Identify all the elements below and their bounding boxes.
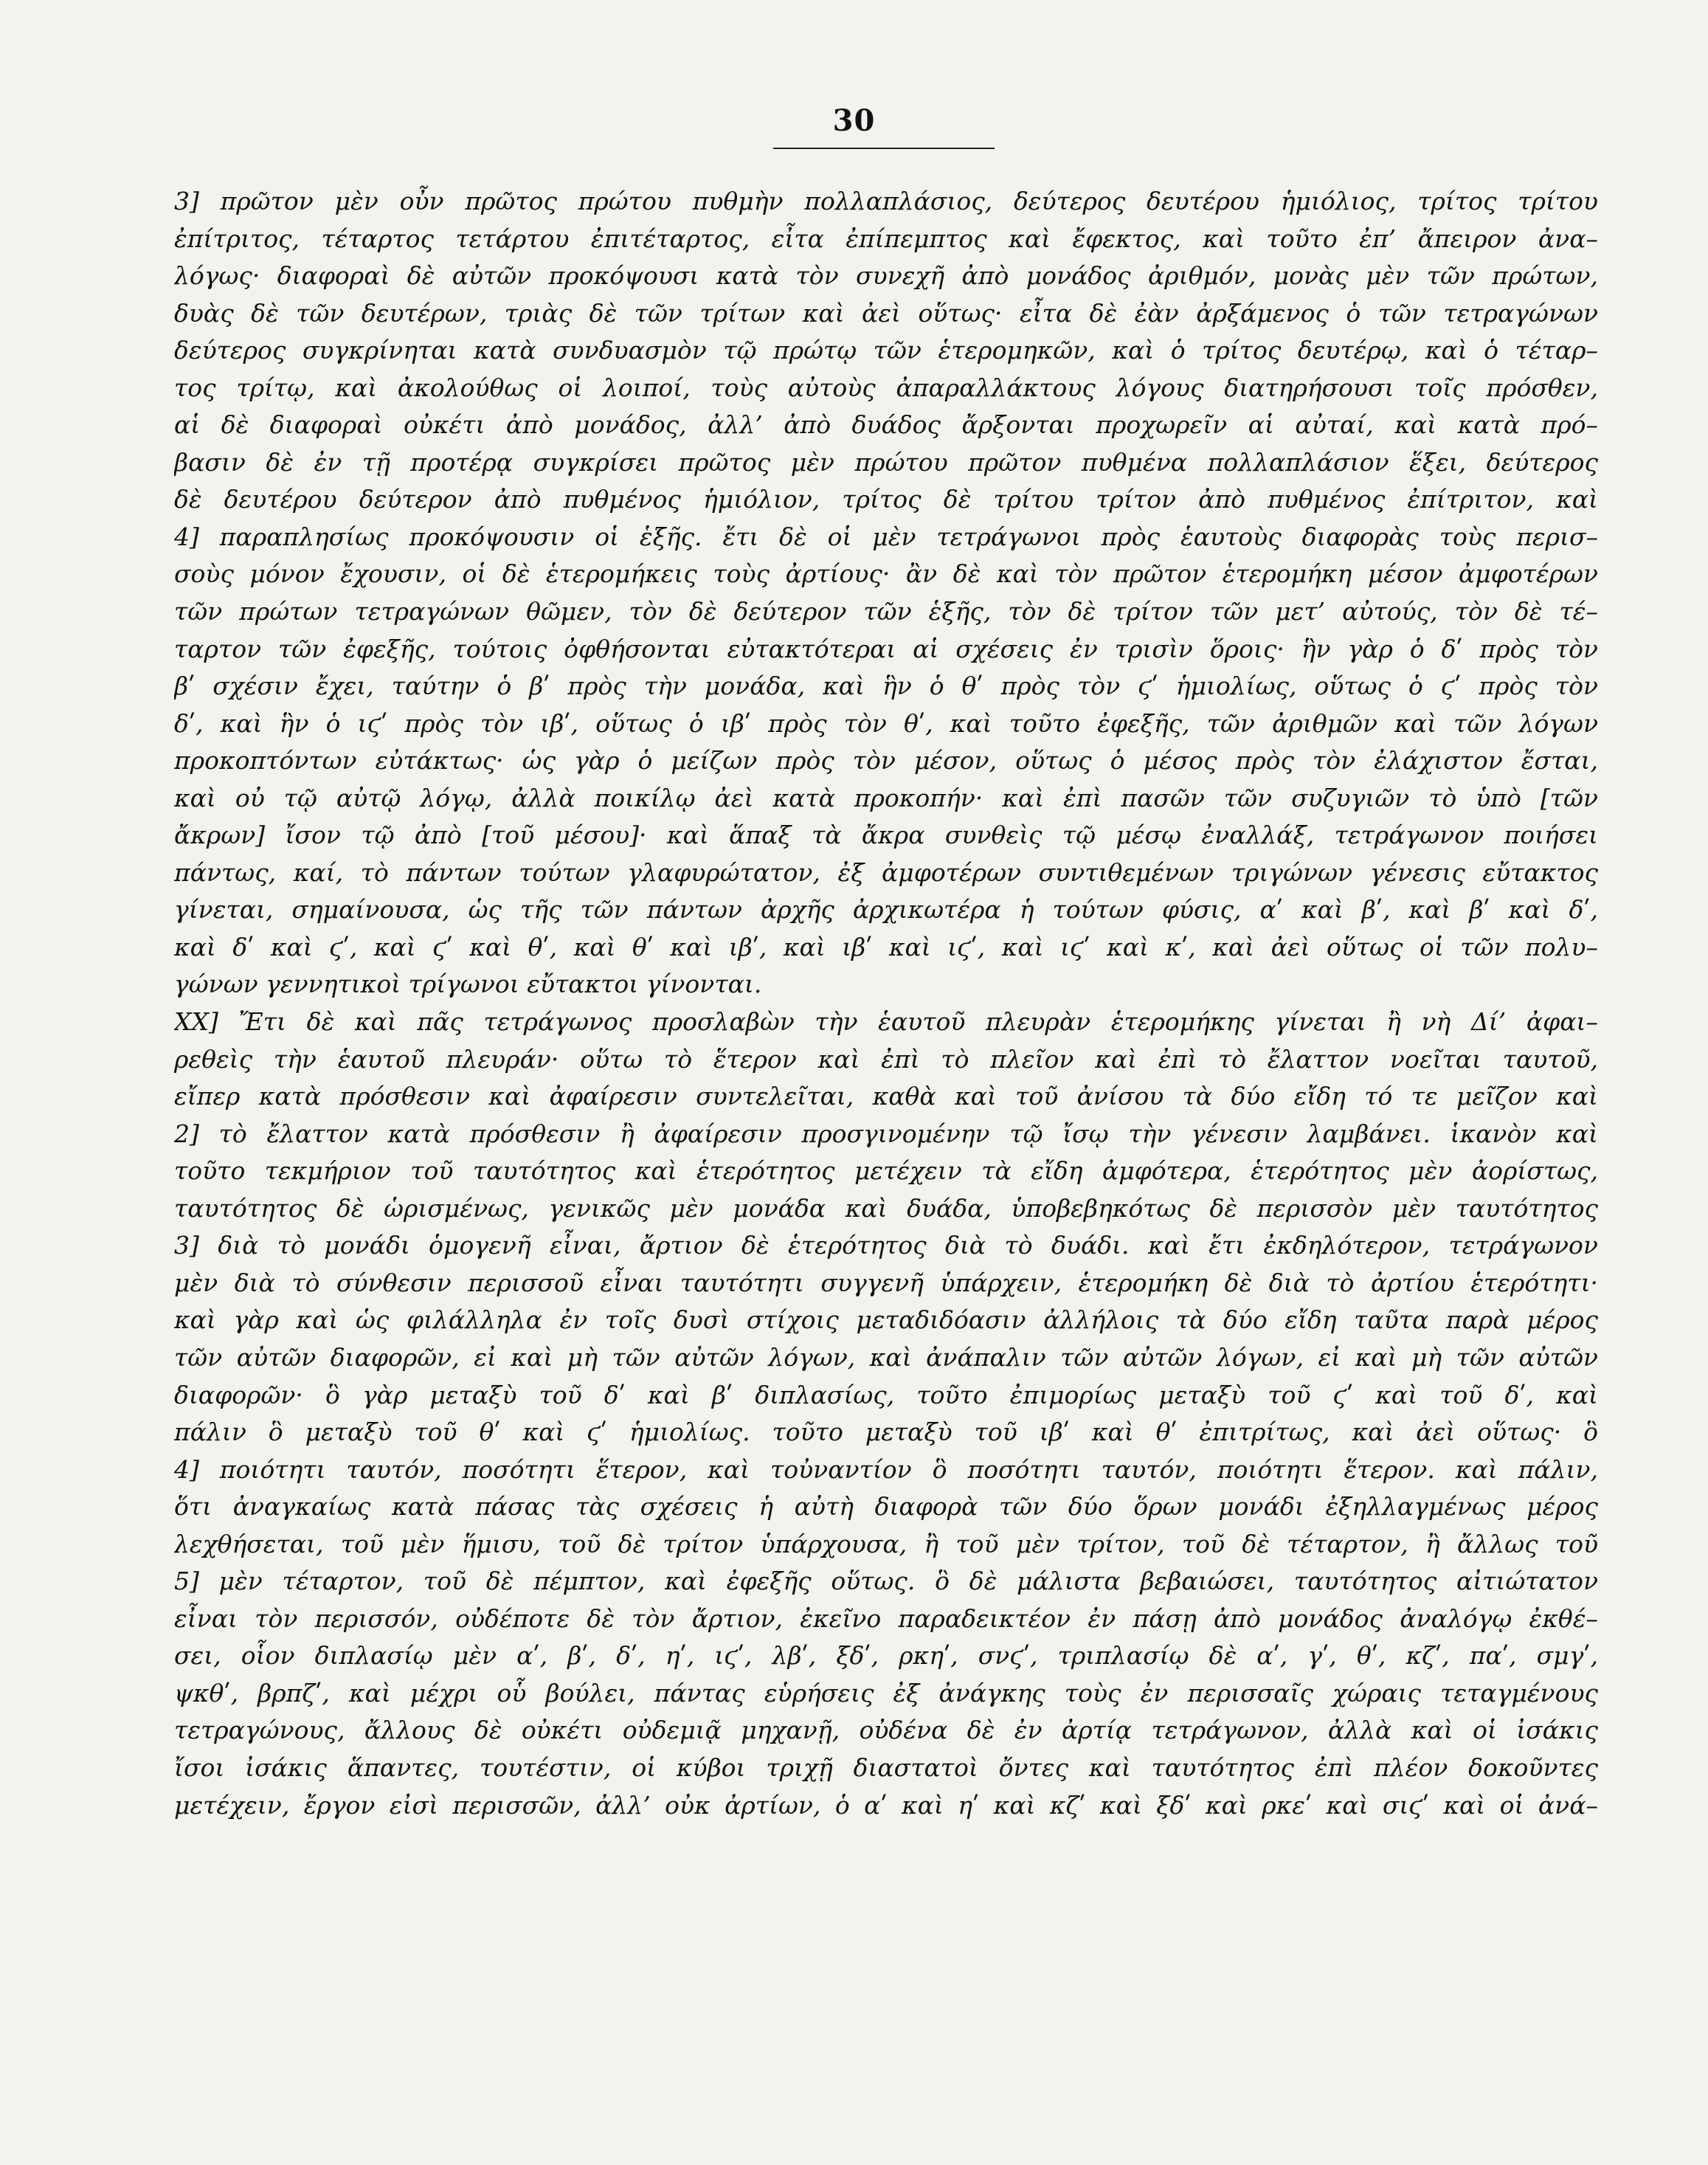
- text-line: τος τρίτῳ, καὶ ἀκολούθως οἱ λοιποί, τοὺς αὐτοὺς ἀπαραλλάκτους λόγους διατηρήσουσι τοῖς πρόσθεν,: [174, 373, 1598, 402]
- text-line: ρεθεὶς τὴν ἑαυτοῦ πλευράν· οὕτω τὸ ἕτερον καὶ ἐπὶ τὸ πλεῖον καὶ ἐπὶ τὸ ἔλαττον νοεῖται ταυτοῦ,: [174, 1044, 1598, 1074]
- text-line: 3] διὰ τὸ μονάδι ὁμογενῆ εἶναι, ἄρτιον δὲ ἑτερότητος διὰ τὸ δυάδι. καὶ ἔτι ἐκδηλότερον, τετράγωνον: [174, 1231, 1598, 1260]
- text-line: σει, οἷον διπλασίῳ μὲν αʹ, βʹ, δʹ, ηʹ, ιϛʹ, λβʹ, ξδʹ, ρκηʹ, σνϛʹ, τριπλασίῳ δὲ αʹ, γʹ, θʹ, κζʹ, παʹ, σμγʹ,: [174, 1641, 1598, 1671]
- text-line: αἱ δὲ διαφοραὶ οὐκέτι ἀπὸ μονάδος, ἀλλ’ ἀπὸ δυάδος ἄρξονται προχωρεῖν αἱ αὐταί, καὶ κατὰ πρό–: [174, 410, 1598, 440]
- text-line: 5] μὲν τέταρτον, τοῦ δὲ πέμπτον, καὶ ἐφεξῆς οὕτως. ὃ δὲ μάλιστα βεβαιώσει, ταυτότητος αἰτιώτατον: [174, 1567, 1598, 1596]
- text-line: ἴσοι ἰσάκις ἅπαντες, τουτέστιν, οἱ κύβοι τριχῇ διαστατοὶ ὄντες καὶ ταυτότητος ἐπὶ πλέον δοκοῦντες: [174, 1753, 1598, 1782]
- text-line: 4] ποιότητι ταυτόν, ποσότητι ἕτερον, καὶ τοὐναντίον ὃ ποσότητι ταυτόν, ποιότητι ἕτερον. καὶ πάλιν,: [174, 1454, 1598, 1484]
- text-line: καὶ οὐ τῷ αὐτῷ λόγῳ, ἀλλὰ ποικίλῳ ἀεὶ κατὰ προκοπήν· καὶ ἐπὶ πασῶν τῶν συζυγιῶν τὸ ὑπὸ [τῶν: [174, 783, 1598, 812]
- text-line: δʹ, καὶ ἣν ὁ ιϛʹ πρὸς τὸν ιβʹ, οὕτως ὁ ιβʹ πρὸς τὸν θʹ, καὶ τοῦτο ἐφεξῆς, τῶν ἀριθμῶν καὶ τῶν λόγων: [174, 708, 1598, 738]
- header-rule: [773, 148, 995, 149]
- text-line: πάλιν ὃ μεταξὺ τοῦ θʹ καὶ ϛʹ ἡμιολίως. τοῦτο μεταξὺ τοῦ ιβʹ καὶ θʹ ἐπιτρίτως, καὶ ἀεὶ οὕτως· ὃ: [174, 1418, 1598, 1447]
- text-line: διαφορῶν· ὃ γὰρ μεταξὺ τοῦ δʹ καὶ βʹ διπλασίως, τοῦτο ἐπιμορίως μεταξὺ τοῦ ϛʹ καὶ τοῦ δʹ, καὶ: [174, 1380, 1598, 1409]
- text-line: καὶ γὰρ καὶ ὡς φιλάλληλα ἐν τοῖς δυσὶ στίχοις μεταδιδόασιν ἀλλήλοις τὰ δύο εἴδη ταῦτα παρὰ μέρος: [174, 1305, 1598, 1335]
- text-line: ἐπίτριτος, τέταρτος τετάρτου ἐπιτέταρτος, εἶτα ἐπίπεμπτος καὶ ἔφεκτος, καὶ τοῦτο ἐπ’ ἄπειρον ἀνα–: [174, 224, 1598, 253]
- text-line: λεχθήσεται, τοῦ μὲν ἥμισυ, τοῦ δὲ τρίτον ὑπάρχουσα, ἢ τοῦ μὲν τρίτον, τοῦ δὲ τέταρτον, ἢ ἄλλως τοῦ: [174, 1529, 1598, 1558]
- text-line: ἄκρων] ἴσον τῷ ἀπὸ [τοῦ μέσου]· καὶ ἅπαξ τὰ ἄκρα συνθεὶς τῷ μέσῳ ἐναλλάξ, τετράγωνον ποιήσει: [174, 821, 1598, 850]
- text-line: βασιν δὲ ἐν τῇ προτέρᾳ συγκρίσει πρῶτος μὲν πρώτου πρῶτον πυθμένα πολλαπλάσιον ἕξει, δεύτερος: [174, 447, 1598, 477]
- text-line: μὲν διὰ τὸ σύνθεσιν περισσοῦ εἶναι ταυτότητι συγγενῆ ὑπάρχειν, ἑτερομήκη δὲ διὰ τὸ ἀρτίου ἑτερότητι·: [174, 1268, 1598, 1297]
- text-line: 4] παραπλησίως προκόψουσιν οἱ ἑξῆς. ἔτι δὲ οἱ μὲν τετράγωνοι πρὸς ἑαυτοὺς διαφορὰς τοὺς περισ–: [174, 522, 1598, 551]
- page-number: 30: [832, 103, 876, 138]
- text-line: τῶν πρώτων τετραγώνων θῶμεν, τὸν δὲ δεύτερον τῶν ἑξῆς, τὸν δὲ τρίτον τῶν μετ’ αὐτούς, τὸν δὲ τέ–: [174, 597, 1598, 626]
- text-line: ψκθʹ, βρπζʹ, καὶ μέχρι οὗ βούλει, πάντας εὑρήσεις ἐξ ἀνάγκης τοὺς ἐν περισσαῖς χώραις τεταγμένους: [174, 1678, 1598, 1708]
- text-line: σοὺς μόνον ἔχουσιν, οἱ δὲ ἑτερομήκεις τοὺς ἀρτίους· ἂν δὲ καὶ τὸν πρῶτον ἑτερομήκη μέσον ἀμφοτέρων: [174, 559, 1598, 589]
- text-line: δὲ δευτέρου δεύτερον ἀπὸ πυθμένος ἡμιόλιον, τρίτος δὲ τρίτου τρίτον ἀπὸ πυθμένος ἐπίτριτον, καὶ: [174, 485, 1598, 514]
- text-line: καὶ δʹ καὶ ϛʹ, καὶ ϛʹ καὶ θʹ, καὶ θʹ καὶ ιβʹ, καὶ ιβʹ καὶ ιϛʹ, καὶ ιϛʹ καὶ κʹ, καὶ ἀεὶ οὕτως οἱ τῶν πολυ–: [174, 932, 1598, 961]
- text-line: ὅτι ἀναγκαίως κατὰ πάσας τὰς σχέσεις ἡ αὐτὴ διαφορὰ τῶν δύο ὅρων μονάδι ἐξηλλαγμένως μέρος: [174, 1492, 1598, 1522]
- text-line: μετέχειν, ἔργον εἰσὶ περισσῶν, ἀλλ’ οὐκ ἀρτίων, ὁ αʹ καὶ ηʹ καὶ κζʹ καὶ ξδʹ καὶ ρκεʹ καὶ σιϛʹ καὶ οἱ ἀνά–: [174, 1790, 1598, 1820]
- text-line: εἶναι τὸν περισσόν, οὐδέποτε δὲ τὸν ἄρτιον, ἐκεῖνο παραδεικτέον ἐν πάσῃ ἀπὸ μονάδος ἀναλόγῳ ἐκθέ–: [174, 1603, 1598, 1633]
- text-line: 3] πρῶτον μὲν οὖν πρῶτος πρώτου πυθμὴν πολλαπλάσιος, δεύτερος δευτέρου ἡμιόλιος, τρίτος τρίτου: [174, 187, 1598, 215]
- text-line: δυὰς δὲ τῶν δευτέρων, τριὰς δὲ τῶν τρίτων καὶ ἀεὶ οὕτως· εἶτα δὲ ἐὰν ἀρξάμενος ὁ τῶν τετραγώνων: [174, 298, 1598, 328]
- text-line: τοῦτο τεκμήριον τοῦ ταυτότητος καὶ ἑτερότητος μετέχειν τὰ εἴδη ἀμφότερα, ἑτερότητος μὲν ἀορίστως,: [174, 1156, 1598, 1186]
- text-line: γώνων γεννητικοὶ τρίγωνοι εὔτακτοι γίνονται.: [174, 970, 762, 999]
- text-line: XX] Ἔτι δὲ καὶ πᾶς τετράγωνος προσλαβὼν τὴν ἑαυτοῦ πλευρὰν ἑτερομήκης γίνεται ἢ νὴ Δί’ ἀφαι–: [174, 1007, 1598, 1037]
- text-line: βʹ σχέσιν ἔχει, ταύτην ὁ βʹ πρὸς τὴν μονάδα, καὶ ἣν ὁ θʹ πρὸς τὸν ϛʹ ἡμιολίως, οὕτως ὁ ϛʹ πρὸς τὸν: [174, 671, 1598, 701]
- text-line: ταρτον τῶν ἐφεξῆς, τούτοις ὀφθήσονται εὐτακτότεραι αἱ σχέσεις ἐν τρισὶν ὅροις· ἣν γὰρ ὁ δʹ πρὸς τὸν: [174, 634, 1598, 663]
- text-line: 2] τὸ ἔλαττον κατὰ πρόσθεσιν ἢ ἀφαίρεσιν προσγινομένην τῷ ἴσῳ τὴν γένεσιν λαμβάνει. ἱκανὸν καὶ: [174, 1119, 1598, 1148]
- text-line: ταυτότητος δὲ ὡρισμένως, γενικῶς μὲν μονάδα καὶ δυάδα, ὑποβεβηκότως δὲ περισσὸν μὲν ταυτότητος: [174, 1193, 1598, 1223]
- text-line: προκοπτόντων εὐτάκτως· ὡς γὰρ ὁ μείζων πρὸς τὸν μέσον, οὕτως ὁ μέσος πρὸς τὸν ἐλάχιστον ἔσται,: [174, 746, 1598, 776]
- text-line: πάντως, καί, τὸ πάντων τούτων γλαφυρώτατον, ἐξ ἀμφοτέρων συντιθεμένων τριγώνων γένεσις εὔτακτος: [174, 857, 1598, 887]
- text-line: λόγως· διαφοραὶ δὲ αὐτῶν προκόψουσι κατὰ τὸν συνεχῆ ἀπὸ μονάδος ἀριθμόν, μονὰς μὲν τῶν πρώτων,: [174, 261, 1598, 291]
- text-body: [174, 183, 1598, 1824]
- text-line: εἴπερ κατὰ πρόσθεσιν καὶ ἀφαίρεσιν συντελεῖται, καθὰ καὶ τοῦ ἀνίσου τὰ δύο εἴδη τό τε μεῖζον καὶ: [174, 1082, 1598, 1111]
- text-line: τῶν αὐτῶν διαφορῶν, εἰ καὶ μὴ τῶν αὐτῶν λόγων, καὶ ἀνάπαλιν τῶν αὐτῶν λόγων, εἰ καὶ μὴ τῶν αὐτῶν: [174, 1342, 1598, 1372]
- text-line: γίνεται, σημαίνουσα, ὡς τῆς τῶν πάντων ἀρχῆς ἀρχικωτέρα ἡ τούτων φύσις, αʹ καὶ βʹ, καὶ βʹ καὶ δʹ,: [174, 895, 1598, 925]
- text-line: δεύτερος συγκρίνηται κατὰ συνδυασμὸν τῷ πρώτῳ τῶν ἑτερομηκῶν, καὶ ὁ τρίτος δευτέρῳ, καὶ ὁ τέταρ–: [174, 336, 1598, 365]
- text-line: τετραγώνους, ἄλλους δὲ οὐκέτι οὐδεμιᾷ μηχανῇ, οὐδένα δὲ ἐν ἀρτίᾳ τετράγωνον, ἀλλὰ καὶ οἱ ἰσάκις: [174, 1716, 1598, 1745]
